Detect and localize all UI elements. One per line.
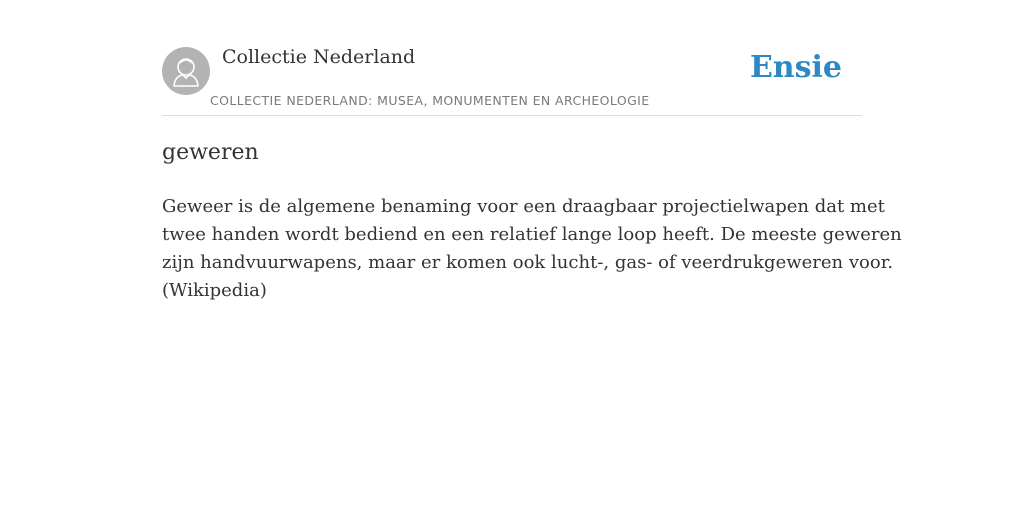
- header-divider: [162, 115, 862, 116]
- entry-card: [162, 0, 902, 512]
- user-silhouette-icon: [162, 47, 210, 95]
- ensie-logo[interactable]: Ensie: [749, 50, 842, 85]
- author-name[interactable]: Collectie Nederland: [222, 46, 416, 68]
- entry-definition: [162, 193, 902, 305]
- definition-line: twee handen wordt bediend en een relatief lange loop heeft. De meeste geweren: [162, 224, 902, 245]
- definition-line: (Wikipedia): [162, 280, 267, 301]
- author-avatar[interactable]: [162, 47, 210, 95]
- collection-label[interactable]: COLLECTIE NEDERLAND: MUSEA, MONUMENTEN EN ARCHEOLOGIE: [210, 93, 650, 108]
- definition-line: Geweer is de algemene benaming voor een draagbaar projectielwapen dat met: [162, 196, 885, 217]
- definition-line: zijn handvuurwapens, maar er komen ook lucht-, gas- of veerdrukgeweren voor.: [162, 252, 894, 273]
- entry-headword: geweren: [162, 140, 259, 165]
